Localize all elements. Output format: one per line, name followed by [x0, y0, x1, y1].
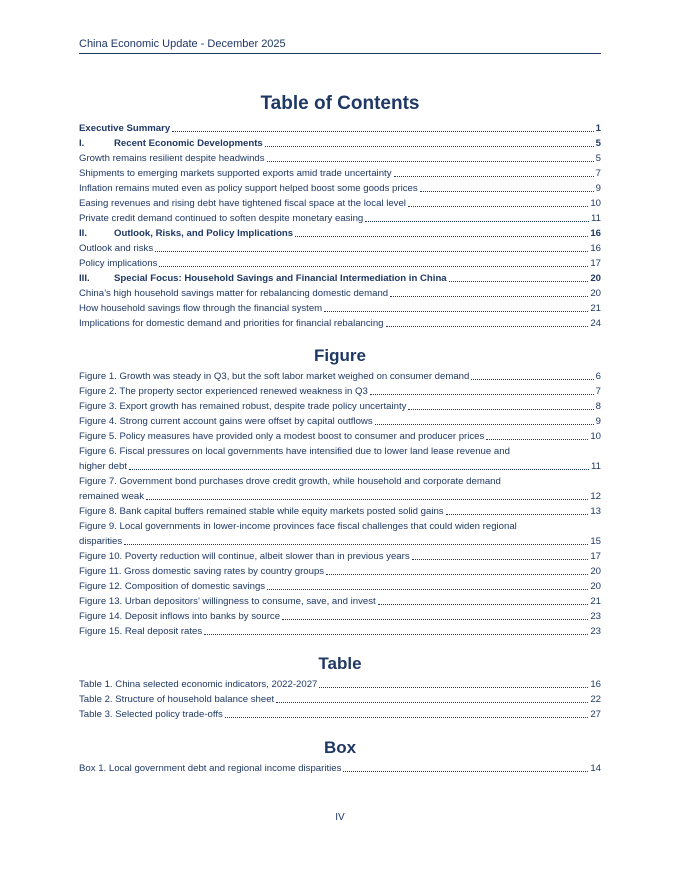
- leader-dots: [319, 687, 588, 688]
- figure-entry-page: 20: [590, 581, 601, 592]
- leader-dots: [267, 589, 588, 590]
- figure-entry-label: Figure 7. Government bond purchases drove credit growth, while household and corporate demand: [79, 476, 501, 487]
- figure-entry-label: Figure 8. Bank capital buffers remained stable while equity markets posted solid gains: [79, 506, 444, 517]
- figure-entry[interactable]: [79, 444, 601, 474]
- figure-entry-label: Figure 12. Composition of domestic savings: [79, 581, 266, 592]
- figure-entry-page: 15: [590, 536, 601, 547]
- toc-entry[interactable]: [79, 286, 601, 301]
- figure-entry-label: Figure 11. Gross domestic saving rates by country groups: [79, 566, 325, 577]
- leader-dots: [295, 236, 588, 237]
- figure-entry-page: 7: [595, 386, 601, 397]
- box-entry[interactable]: [79, 761, 601, 776]
- box-list: [79, 761, 601, 776]
- toc-entry[interactable]: [79, 151, 601, 166]
- figure-entry[interactable]: [79, 624, 601, 639]
- toc-entry-page: 16: [590, 243, 601, 254]
- box-entry-label: Box 1. Local government debt and regional income disparities: [79, 763, 342, 774]
- figure-entry-label: Figure 6. Fiscal pressures on local governments have intensified due to lower land lease revenue and: [79, 446, 510, 457]
- leader-dots: [343, 771, 588, 772]
- leader-dots: [265, 146, 594, 147]
- toc-entry-label: Implications for domestic demand and priorities for financial rebalancing: [79, 318, 384, 329]
- figure-entry[interactable]: [79, 579, 601, 594]
- box-entry-page: 14: [590, 763, 601, 774]
- toc-entry-label: Shipments to emerging markets supported exports amid trade uncertainty: [79, 168, 392, 179]
- figure-list: [79, 369, 601, 639]
- figure-entry-label-cont: disparities: [79, 536, 123, 547]
- figure-entry-label: Figure 5. Policy measures have provided only a modest boost to consumer and producer prices: [79, 431, 485, 442]
- toc-title: Table of Contents: [260, 93, 420, 114]
- table-entry[interactable]: [79, 692, 601, 707]
- leader-dots: [375, 424, 594, 425]
- toc-entry[interactable]: [79, 166, 601, 181]
- leader-dots: [124, 544, 588, 545]
- toc-entry[interactable]: [79, 271, 601, 286]
- figure-entry-page: 10: [590, 431, 601, 442]
- toc-entry-label: Special Focus: Household Savings and Financial Intermediation in China: [114, 273, 447, 284]
- leader-dots: [378, 604, 589, 605]
- figure-entry-label: Figure 9. Local governments in lower-income provinces face fiscal challenges that could widen regional: [79, 521, 517, 532]
- toc-entry-page: 5: [595, 138, 601, 149]
- leader-dots: [155, 251, 588, 252]
- leader-dots: [276, 702, 588, 703]
- leader-dots: [394, 176, 594, 177]
- figure-entry-label: Figure 1. Growth was steady in Q3, but the soft labor market weighed on consumer demand: [79, 371, 470, 382]
- toc-entry[interactable]: [79, 196, 601, 211]
- page-number: IV: [335, 812, 345, 823]
- toc-entry-label: China’s high household savings matter for rebalancing domestic demand: [79, 288, 389, 299]
- toc-entry[interactable]: [79, 121, 601, 136]
- section-number: II.: [79, 228, 87, 239]
- toc-entry-label: Private credit demand continued to soften despite monetary easing: [79, 213, 364, 224]
- toc-entry[interactable]: [79, 181, 601, 196]
- figure-entry-page: 21: [590, 596, 601, 607]
- leader-dots: [225, 717, 589, 718]
- figure-entry[interactable]: [79, 369, 601, 384]
- figure-entry-page: 6: [595, 371, 601, 382]
- toc-entry-page: 7: [595, 168, 601, 179]
- toc-entry-label: Inflation remains muted even as policy support helped boost some goods prices: [79, 183, 418, 194]
- leader-dots: [408, 206, 588, 207]
- figure-entry-label: Figure 3. Export growth has remained robust, despite trade policy uncertainty: [79, 401, 407, 412]
- figure-entry[interactable]: [79, 609, 601, 624]
- leader-dots: [204, 634, 588, 635]
- figure-entry-page: 12: [590, 491, 601, 502]
- figure-entry[interactable]: [79, 564, 601, 579]
- figure-entry[interactable]: [79, 504, 601, 519]
- table-entry-page: 22: [590, 694, 601, 705]
- toc-entry-label: Policy implications: [79, 258, 158, 269]
- figure-entry-label: Figure 2. The property sector experienced renewed weakness in Q3: [79, 386, 368, 397]
- running-header: China Economic Update - December 2025: [79, 38, 601, 54]
- figure-entry-label: Figure 14. Deposit inflows into banks by source: [79, 611, 281, 622]
- figure-entry[interactable]: [79, 549, 601, 564]
- figure-entry[interactable]: [79, 594, 601, 609]
- figure-entry-page: 11: [591, 461, 601, 472]
- leader-dots: [390, 296, 588, 297]
- leader-dots: [282, 619, 588, 620]
- toc-entry[interactable]: [79, 316, 601, 331]
- toc-entry-label: Recent Economic Developments: [114, 138, 263, 149]
- leader-dots: [159, 266, 588, 267]
- table-entry[interactable]: [79, 707, 601, 722]
- toc-entry-page: 11: [591, 213, 601, 224]
- figure-entry-page: 20: [590, 566, 601, 577]
- figure-entry[interactable]: [79, 474, 601, 504]
- figure-entry-label: Figure 13. Urban depositors’ willingness to consume, save, and invest: [79, 596, 376, 607]
- leader-dots: [412, 559, 589, 560]
- figure-entry-page: 9: [595, 416, 601, 427]
- toc-entry-label: Easing revenues and rising debt have tightened fiscal space at the local level: [79, 198, 406, 209]
- leader-dots: [486, 439, 588, 440]
- toc-entry[interactable]: [79, 136, 601, 151]
- toc-entry-page: 1: [595, 123, 601, 134]
- toc-entry-page: 24: [590, 318, 601, 329]
- leader-dots: [326, 574, 588, 575]
- leader-dots: [365, 221, 589, 222]
- toc-entry-page: 16: [590, 228, 601, 239]
- figure-entry-page: 8: [595, 401, 601, 412]
- section-number: III.: [79, 273, 90, 284]
- toc-entry[interactable]: [79, 211, 601, 226]
- table-entry-label: Table 2. Structure of household balance sheet: [79, 694, 275, 705]
- toc-entry-page: 20: [590, 273, 601, 284]
- figure-entry-page: 23: [590, 611, 601, 622]
- leader-dots: [267, 161, 594, 162]
- table-entry-label: Table 3. Selected policy trade-offs: [79, 709, 223, 720]
- toc-entry-page: 20: [590, 288, 601, 299]
- toc-entry-label: Outlook, Risks, and Policy Implications: [114, 228, 294, 239]
- figure-entry-label: Figure 15. Real deposit rates: [79, 626, 203, 637]
- figure-entry-label: Figure 10. Poverty reduction will continue, albeit slower than in previous years: [79, 551, 410, 562]
- toc-entry-label: Growth remains resilient despite headwinds: [79, 153, 265, 164]
- toc-entry[interactable]: [79, 256, 601, 271]
- figure-entry[interactable]: [79, 429, 601, 444]
- toc-entry-label: Outlook and risks: [79, 243, 154, 254]
- figure-entry[interactable]: [79, 414, 601, 429]
- figure-entry-page: 13: [590, 506, 601, 517]
- figure-entry[interactable]: [79, 399, 601, 414]
- toc-entry-page: 9: [595, 183, 601, 194]
- figure-entry-label-cont: higher debt: [79, 461, 128, 472]
- toc-entry[interactable]: [79, 301, 601, 316]
- leader-dots: [449, 281, 589, 282]
- leader-dots: [172, 131, 593, 132]
- table-list: [79, 677, 601, 722]
- table-entry-page: 27: [590, 709, 601, 720]
- toc-entry-page: 21: [590, 303, 601, 314]
- leader-dots: [386, 326, 589, 327]
- leader-dots: [146, 499, 588, 500]
- figure-entry-label: Figure 4. Strong current account gains were offset by capital outflows: [79, 416, 373, 427]
- leader-dots: [370, 394, 594, 395]
- leader-dots: [471, 379, 593, 380]
- section-number: I.: [79, 138, 85, 149]
- table-section-title: Table: [318, 654, 362, 673]
- toc-entry-page: 17: [590, 258, 601, 269]
- figure-entry-label-cont: remained weak: [79, 491, 145, 502]
- leader-dots: [408, 409, 593, 410]
- leader-dots: [129, 469, 589, 470]
- leader-dots: [324, 311, 588, 312]
- leader-dots: [420, 191, 594, 192]
- box-section-title: Box: [323, 738, 357, 757]
- toc-entry-label: Executive Summary: [79, 123, 171, 134]
- figure-entry[interactable]: [79, 384, 601, 399]
- table-entry[interactable]: [79, 677, 601, 692]
- leader-dots: [446, 514, 589, 515]
- figure-section-title: Figure: [314, 346, 366, 365]
- figure-entry-page: 23: [590, 626, 601, 637]
- table-entry-page: 16: [590, 679, 601, 690]
- toc-entry[interactable]: [79, 241, 601, 256]
- figure-entry-page: 17: [590, 551, 601, 562]
- figure-entry[interactable]: [79, 519, 601, 549]
- toc-entry-label: How household savings flow through the financial system: [79, 303, 323, 314]
- toc-entry-page: 10: [590, 198, 601, 209]
- table-entry-label: Table 1. China selected economic indicators, 2022-2027: [79, 679, 318, 690]
- toc-entry-page: 5: [595, 153, 601, 164]
- toc-list: [79, 121, 601, 331]
- toc-entry[interactable]: [79, 226, 601, 241]
